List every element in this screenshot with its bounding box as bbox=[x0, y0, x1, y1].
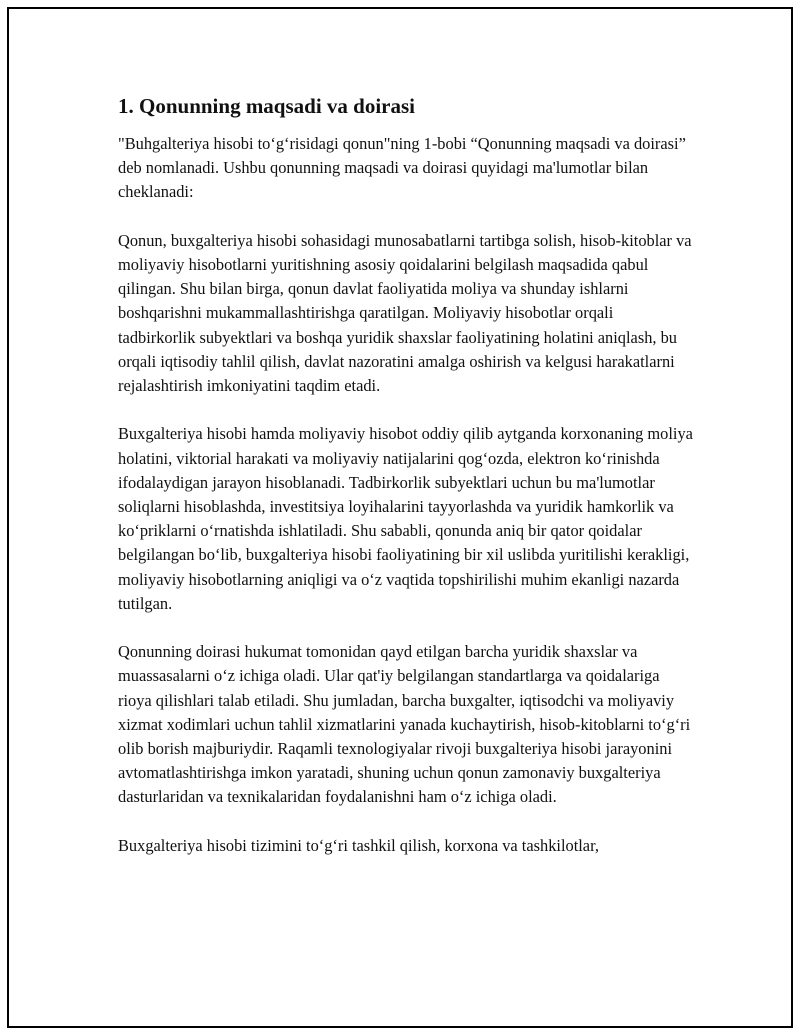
paragraph-scope: Qonunning doirasi hukumat tomonidan qayd etilgan barcha yuridik shaxslar va muassasalarni oʻz ichiga oladi. Ular qat'iy belgilangan standartlarga va qoidalariga rioya qilishlari talab etiladi. Shu jumladan, barcha buxgalter, iqtisodchi va moliyaviy xizmat xodimlari uchun tahlil xizmatlarini yanada kuchaytirish, hisob-kitoblarni toʻgʻri olib borish majburiydir. Raqamli texnologiyalar rivoji buxgalteriya hisobi jarayonini avtomatlashtirishga imkon yaratadi, shuning uchun qonun zamonaviy buxgalteriya dasturlaridan va texnikalaridan foydalanishni ham oʻz ichiga oladi. bbox=[118, 642, 691, 807]
paragraph-purpose: Qonun, buxgalteriya hisobi sohasidagi munosabatlarni tartibga solish, hisob-kitoblar va moliyaviy hisobotlarni yuritishning asosiy qoidalarini belgilash maqsadida qabul qilingan. Shu bilan birga, qonun davlat faoliyatida moliya va shunday ishlarni boshqarishni mukammallashtirishga qaratilgan. Moliyaviy hisobotlar orqali tadbirkorlik subyektlari va boshqa yuridik shaxslar faoliyatining holatini aniqlash, bu orqali iqtisodiy tahlil qilish, davlat nazoratini amalga oshirish va kelgusi harakatlarni rejalashtirish imkoniyatini taqdim etadi. bbox=[118, 230, 692, 396]
paragraph-continued: Buxgalteriya hisobi tizimini toʻgʻri tashkil qilish, korxona va tashkilotlar, bbox=[118, 835, 599, 855]
section-heading: 1. Qonunning maqsadi va doirasi bbox=[118, 94, 416, 118]
document-body bbox=[118, 92, 693, 882]
paragraph-definition: Buxgalteriya hisobi hamda moliyaviy hisobot oddiy qilib aytganda korxonaning moliya holatini, viktorial harakati va moliyaviy natijalarini qogʻozda, elektron koʻrinishda ifodalaydigan jarayon hisoblanadi. Tadbirkorlik subyektlari uchun bu ma'lumotlar soliqlarni hisoblashda, investitsiya loyihalarini tayyorlashda va yuridik hamkorlik va koʻpriklarni oʻrnatishda ishlatiladi. Shu sababli, qonunda aniq bir qator qoidalar belgilangan boʻlib, buxgalteriya hisobi faoliyatining bir xil uslibda yuritilishi kerakligi, moliyaviy hisobotlarning aniqligi va oʻz vaqtida topshirilishi muhim ekanligi nazarda tutilgan. bbox=[118, 424, 693, 613]
paragraph-intro: "Buhgalteriya hisobi toʻgʻrisidagi qonun"ning 1-bobi “Qonunning maqsadi va doirasi” deb nomlanadi. Ushbu qonunning maqsadi va doirasi quyidagi ma'lumotlar bilan cheklanadi: bbox=[118, 134, 686, 202]
